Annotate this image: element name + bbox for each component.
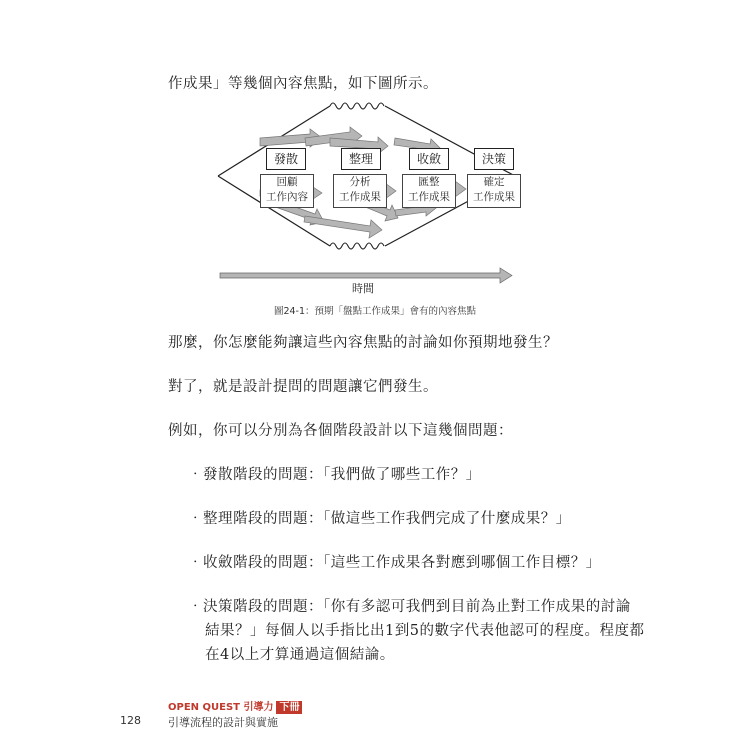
brand-name: OPEN QUEST 引導力 xyxy=(168,702,274,713)
bottom-wave xyxy=(330,243,384,249)
volume-tag: 下冊 xyxy=(276,701,302,714)
bullet-decide-line-1: ‧決策階段的問題：「你有多認可我們到目前為止對工作成果的討論 xyxy=(188,599,631,615)
paragraph-question: 那麼，你怎麼能夠讓這些內容焦點的討論如你預期地發生？ xyxy=(168,335,558,351)
detail-line-2: 工作成果 xyxy=(408,191,450,203)
detail-line-1: 確定 xyxy=(483,176,505,188)
time-label: 時間 xyxy=(352,282,374,295)
stage-label-converge: 收斂 xyxy=(409,148,449,170)
detail-line-1: 回顧 xyxy=(276,176,298,188)
footer-brand xyxy=(168,698,302,713)
figure-caption: 圖24-1：預期「盤點工作成果」會有的內容焦點 xyxy=(273,306,477,317)
detail-line-1: 匯整 xyxy=(418,176,440,188)
bullet-decide-line-2: 結果？」每個人以手指比出1到5的數字代表他認可的程度。程度都 xyxy=(205,623,645,639)
stage-detail-organize xyxy=(333,174,387,208)
stage-detail-decide xyxy=(467,174,521,208)
intro-line: 作成果」等幾個內容焦點，如下圖所示。 xyxy=(168,76,438,92)
detail-line-2: 工作內容 xyxy=(266,191,308,203)
footer-subtitle: 引導流程的設計與實施 xyxy=(168,716,278,729)
paragraph-example: 例如，你可以分別為各個階段設計以下這幾個問題： xyxy=(168,423,513,439)
detail-line-1: 分析 xyxy=(349,176,371,188)
bullet-diverge: ‧發散階段的問題：「我們做了哪些工作？」 xyxy=(188,467,481,483)
stage-detail-converge xyxy=(402,174,456,208)
bullet-organize: ‧整理階段的問題：「做這些工作我們完成了什麼成果？」 xyxy=(188,511,571,527)
stage-label-organize: 整理 xyxy=(341,148,381,170)
paragraph-answer: 對了，就是設計提問的問題讓它們發生。 xyxy=(168,379,438,395)
bullet-decide-line-3: 在4以上才算通過這個結論。 xyxy=(205,647,395,663)
stage-detail-diverge xyxy=(260,174,314,208)
bullet-converge: ‧收斂階段的問題：「這些工作成果各對應到哪個工作目標？」 xyxy=(188,555,601,571)
top-wave xyxy=(330,103,384,109)
detail-line-2: 工作成果 xyxy=(473,191,515,203)
page-number: 128 xyxy=(120,714,141,727)
detail-line-2: 工作成果 xyxy=(339,191,381,203)
stage-label-decide: 決策 xyxy=(474,148,514,170)
stage-label-diverge: 發散 xyxy=(266,148,306,170)
process-figure xyxy=(210,98,530,298)
